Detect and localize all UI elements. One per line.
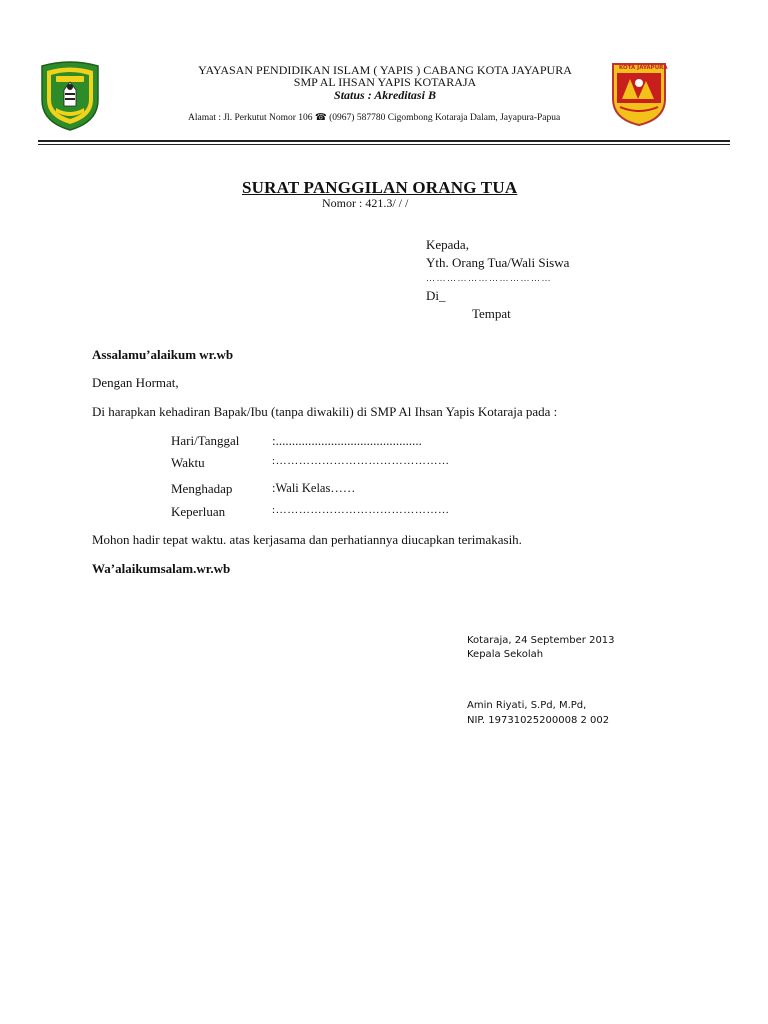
accreditation-status: Status : Akreditasi B bbox=[334, 88, 436, 102]
field-value-keperluan: :……………………………………… bbox=[272, 504, 450, 516]
greeting-hormat: Dengan Hormat, bbox=[92, 375, 179, 390]
field-label-menghadap: Menghadap bbox=[171, 481, 233, 496]
recipient-tempat: Tempat bbox=[472, 306, 511, 321]
letterhead-rule-thin bbox=[38, 144, 730, 145]
recipient-di: Di_ bbox=[426, 288, 446, 303]
invitation-intro: Di harapkan kehadiran Bapak/Ibu (tanpa diwakili) di SMP Al Ihsan Yapis Kotaraja pada : bbox=[92, 404, 558, 419]
yapis-shield-emblem bbox=[38, 60, 102, 132]
letter-title: SURAT PANGGILAN ORANG TUA bbox=[242, 178, 518, 197]
school-name: SMP AL IHSAN YAPIS KOTARAJA bbox=[293, 75, 477, 89]
kota-jayapura-logo-text: KOTA JAYAPURA bbox=[619, 65, 668, 71]
letter-number: Nomor : 421.3/ / / bbox=[322, 196, 409, 210]
yapis-logo bbox=[38, 60, 102, 132]
closing-sentence: Mohon hadir tepat waktu. atas kerjasama dan perhatiannya diucapkan terimakasih. bbox=[92, 532, 522, 547]
kota-jayapura-logo bbox=[610, 61, 668, 127]
signature-place-date: Kotaraja, 24 September 2013 bbox=[467, 635, 615, 646]
school-address: Alamat : Jl. Perkutut Nomor 106 ☎ (0967) 587780 Cigombong Kotaraja Dalam, Jayapura-Papua bbox=[188, 113, 561, 123]
recipient-name-blank: ……………………………… bbox=[426, 273, 552, 283]
letterhead-rule-thick bbox=[38, 140, 730, 142]
recipient-addressee: Yth. Orang Tua/Wali Siswa bbox=[426, 255, 570, 270]
greeting-salam: Assalamu’alaikum wr.wb bbox=[92, 347, 234, 362]
signature-position: Kepala Sekolah bbox=[467, 649, 544, 660]
field-label-keperluan: Keperluan bbox=[171, 504, 226, 519]
field-value-waktu: :……………………………………… bbox=[272, 455, 450, 467]
recipient-kepada: Kepada, bbox=[426, 237, 469, 252]
field-label-waktu: Waktu bbox=[171, 455, 205, 470]
field-label-hari-tanggal: Hari/Tanggal bbox=[171, 433, 240, 448]
closing-wassalam: Wa’alaikumsalam.wr.wb bbox=[92, 561, 231, 576]
foundation-name: YAYASAN PENDIDIKAN ISLAM ( YAPIS ) CABANG KOTA JAYAPURA bbox=[198, 63, 572, 77]
field-value-menghadap: :Wali Kelas…… bbox=[272, 481, 356, 495]
field-value-hari-tanggal: :............................................. bbox=[272, 433, 422, 448]
signature-nip: NIP. 19731025200008 2 002 bbox=[467, 715, 610, 726]
signature-name: Amin Riyati, S.Pd, M.Pd, bbox=[467, 700, 587, 711]
